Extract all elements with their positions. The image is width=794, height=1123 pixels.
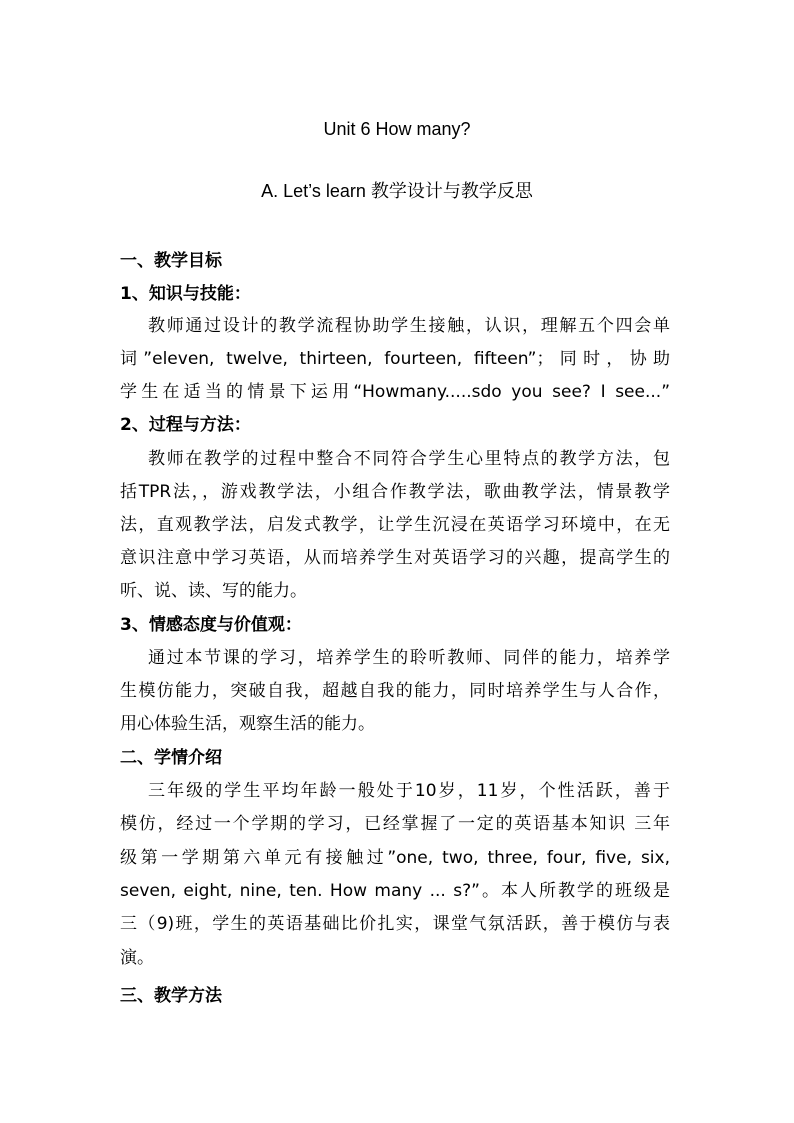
paragraph-line: 级第一学期第六单元有接触过”one, two, three, four, five, six, [120, 848, 670, 868]
section-heading: 一、教学目标 [120, 251, 222, 271]
paragraph-line: 词”eleven, twelve, thirteen, fourteen, fifteen”；同时，协助 [120, 349, 670, 369]
paragraph-line: 模仿，经过一个学期的学习，已经掌握了一定的英语基本知识 三年 [120, 814, 670, 834]
section-heading: 二、学情介绍 [120, 748, 222, 768]
paragraph-line: 三（9)班，学生的英语基础比价扎实，课堂气氛活跃，善于模仿与表 [120, 914, 670, 934]
document-subtitle: A. Let’s learn 教学设计与教学反思 [261, 181, 533, 201]
section-heading: 三、教学方法 [120, 986, 222, 1006]
paragraph-line: 教师在教学的过程中整合不同符合学生心里特点的教学方法，包 [148, 449, 670, 469]
paragraph-line: 听、说、读、写的能力。 [120, 581, 307, 601]
document-title: Unit 6 How many? [323, 119, 471, 139]
paragraph-line: 括TPR法，，游戏教学法，小组合作教学法，歌曲教学法，情景教学 [120, 482, 670, 502]
paragraph-line: 通过本节课的学习，培养学生的聆听教师、同伴的能力，培养学 [148, 648, 670, 668]
paragraph-line: 教师通过设计的教学流程协助学生接触，认识，理解五个四会单 [148, 316, 670, 336]
paragraph-line: seven, eight, nine, ten. How many ... s?”。本人所教学的班级是 [120, 881, 670, 901]
paragraph-line: 三年级的学生平均年龄一般处于10岁，11岁，个性活跃，善于 [148, 781, 670, 801]
paragraph-line: 学生在适当的情景下运用“Howmany.....sdo you see? I see...” [120, 382, 670, 402]
paragraph-line: 意识注意中学习英语，从而培养学生对英语学习的兴趣，提高学生的 [120, 548, 670, 568]
paragraph-line: 生模仿能力，突破自我，超越自我的能力，同时培养学生与人合作， [120, 681, 670, 701]
subsection-heading: 2、过程与方法： [120, 415, 251, 435]
subsection-heading: 3、情感态度与价值观： [120, 615, 302, 635]
paragraph-line: 法，直观教学法，启发式教学，让学生沉浸在英语学习环境中，在无 [120, 515, 670, 535]
subsection-heading: 1、知识与技能： [120, 284, 251, 304]
paragraph-line: 演。 [120, 948, 154, 968]
paragraph-line: 用心体验生活，观察生活的能力。 [120, 714, 375, 734]
